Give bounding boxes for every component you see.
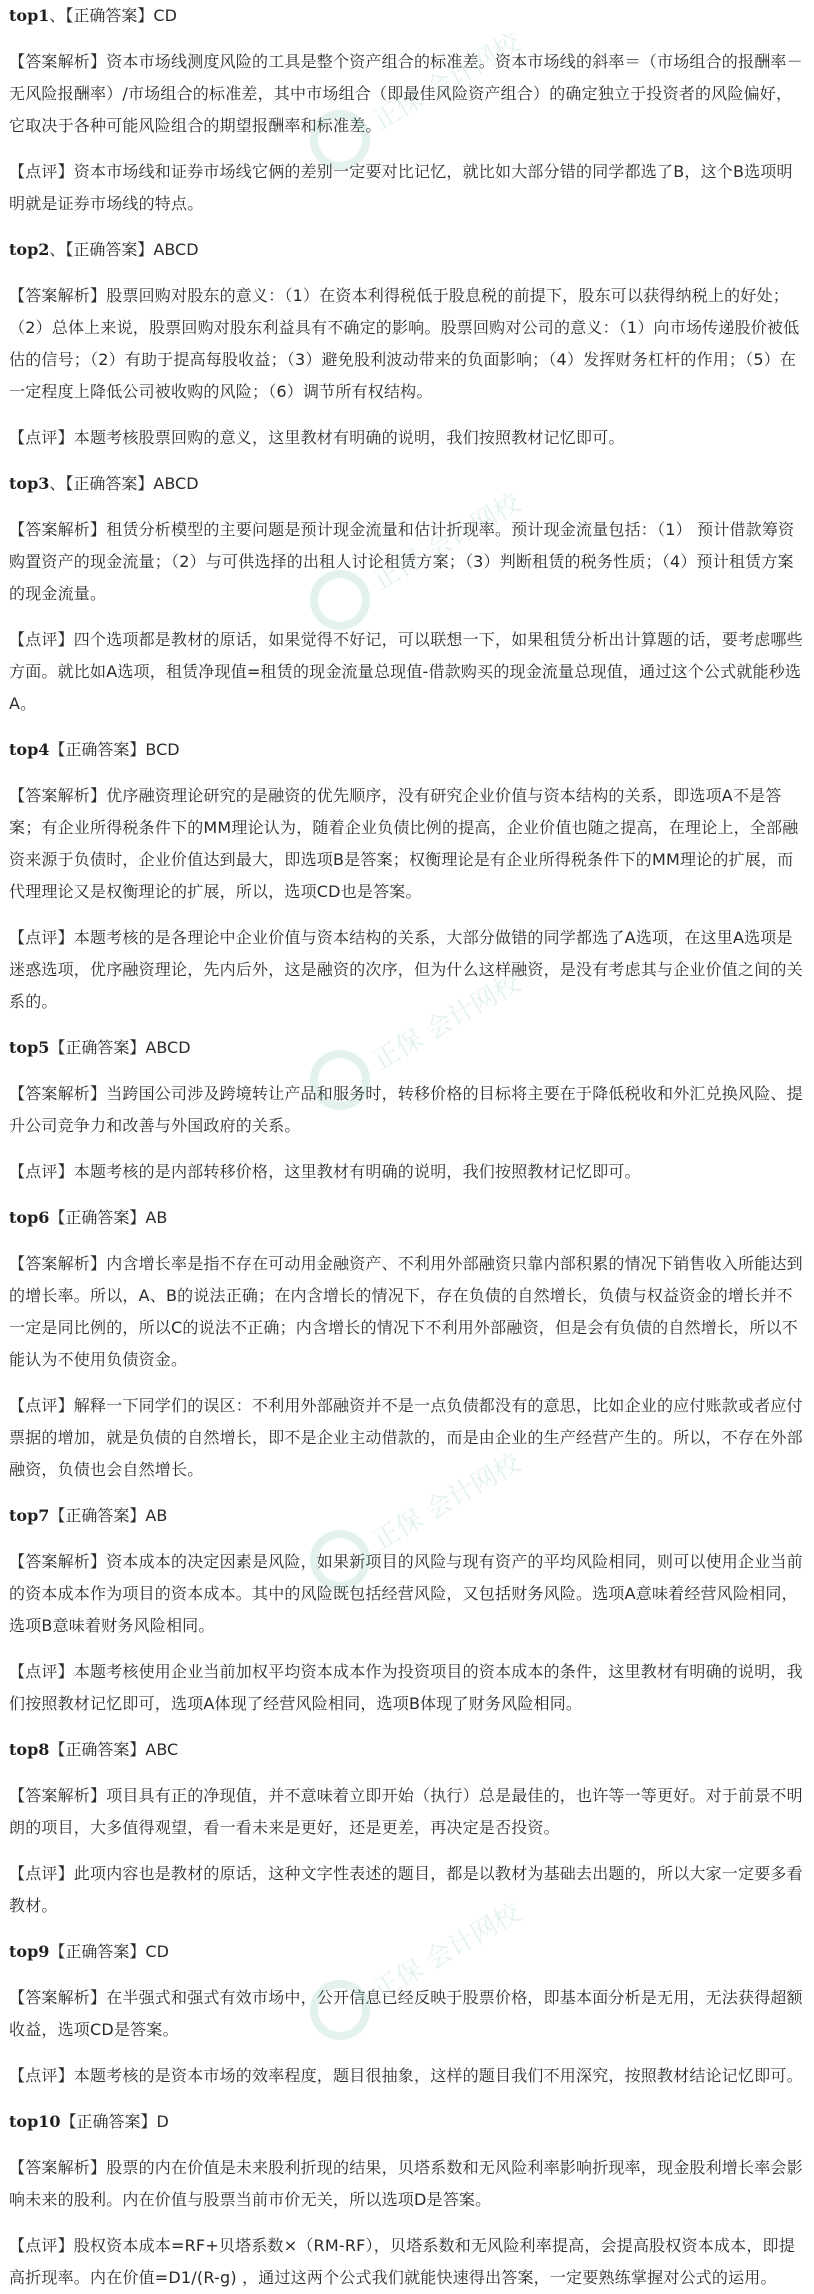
comment: 【点评】此项内容也是教材的原话，这种文字性表述的题目，都是以教材为基础去出题的，所以大家一定要多看教材。 [9, 1864, 803, 1915]
question-block-top5 [9, 1032, 805, 1202]
answer-analysis: 【答案解析】内含增长率是指不存在可动用金融资产、不利用外部融资只靠内部积累的情况下销售收入所能达到的增长率。所以，A、B的说法正确；在内含增长的情况下，存在负债的自然增长，负债与权益资金的增长并不一定是同比例的，所以C的说法不正确；内含增长的情况下不利用外部融资，但是会有负债的自然增长，所以不能认为不使用负债资金。 [9, 1254, 803, 1369]
comment: 【点评】股权资本成本=RF+贝塔系数×（RM-RF），贝塔系数和无风险利率提高，会提高股权资本成本，即提高折现率。内在价值=D1/(R-g) ，通过这两个公式我们就能快速得出答案，一定要熟练掌握对公式的运用。 [9, 2236, 795, 2287]
separator: 、 [49, 474, 66, 493]
comment: 【点评】本题考核的是资本市场的效率程度，题目很抽象，这样的题目我们不用深究，按照教材结论记忆即可。 [9, 2066, 803, 2085]
correct-answer: 【正确答案】ABCD [65, 474, 199, 493]
comment: 【点评】本题考核股票回购的意义，这里教材有明确的说明，我们按照教材记忆即可。 [9, 428, 625, 447]
question-block-top4 [9, 734, 805, 1032]
question-number: top8 [9, 1740, 50, 1759]
answer-analysis: 【答案解析】租赁分析模型的主要问题是预计现金流量和估计折现率。预计现金流量包括：（1） 预计借款筹资购置资产的现金流量；（2）与可供选择的出租人讨论租赁方案；（3）判断租赁的税务性质；（4）预计租赁方案的现金流量。 [9, 520, 795, 603]
question-heading [9, 468, 805, 500]
question-heading [9, 1734, 805, 1766]
question-number: top1 [9, 6, 50, 25]
answer-analysis: 【答案解析】在半强式和强式有效市场中，公开信息已经反映于股票价格，即基本面分析是无用，无法获得超额收益，选项CD是答案。 [9, 1988, 803, 2039]
question-block-top8 [9, 1734, 805, 1936]
comment: 【点评】解释一下同学们的误区：不利用外部融资并不是一点负债都没有的意思，比如企业的应付账款或者应付票据的增加，就是负债的自然增长，即不是企业主动借款的，而是由企业的生产经营产生的。所以，不存在外部融资，负债也会自然增长。 [9, 1396, 803, 1479]
answer-analysis: 【答案解析】股票的内在价值是未来股利折现的结果，贝塔系数和无风险利率影响折现率，现金股利增长率会影响未来的股利。内在价值与股票当前市价无关，所以选项D是答案。 [9, 2158, 803, 2209]
question-block-top3 [9, 468, 805, 734]
question-block-top9 [9, 1936, 805, 2106]
comment: 【点评】本题考核的是内部转移价格，这里教材有明确的说明，我们按照教材记忆即可。 [9, 1162, 641, 1181]
svg-text:正保 会计网校: 正保 会计网校 [368, 967, 526, 1077]
answer-analysis: 【答案解析】当跨国公司涉及跨境转让产品和服务时，转移价格的目标将主要在于降低税收和外汇兑换风险、提升公司竞争力和改善与外国政府的关系。 [9, 1084, 803, 1135]
question-number: top4 [9, 740, 50, 759]
answer-analysis: 【答案解析】资本成本的决定因素是风险，如果新项目的风险与现有资产的平均风险相同，则可以使用企业当前的资本成本作为项目的资本成本。其中的风险既包括经营风险，又包括财务风险。选项A意味着经营风险相同，选项B意味着财务风险相同。 [9, 1552, 803, 1635]
svg-text:正保 会计网校: 正保 会计网校 [368, 487, 526, 597]
correct-answer: 【正确答案】AB [49, 1506, 168, 1525]
correct-answer: 【正确答案】ABC [49, 1740, 179, 1759]
question-heading [9, 2106, 805, 2138]
question-block-top10 [9, 2106, 805, 2294]
correct-answer: 【正确答案】CD [65, 6, 177, 25]
question-number: top3 [9, 474, 50, 493]
correct-answer: 【正确答案】CD [49, 1942, 169, 1961]
question-heading [9, 1500, 805, 1532]
answer-analysis: 【答案解析】资本市场线测度风险的工具是整个资产组合的标准差。资本市场线的斜率＝（市场组合的报酬率－无风险报酬率）/市场组合的标准差，其中市场组合（即最佳风险资产组合）的确定独立于投资者的风险偏好，它取决于各种可能风险组合的期望报酬率和标准差。 [9, 52, 803, 135]
comment: 【点评】本题考核使用企业当前加权平均资本成本作为投资项目的资本成本的条件，这里教材有明确的说明，我们按照教材记忆即可，选项A体现了经营风险相同，选项B体现了财务风险相同。 [9, 1662, 803, 1713]
correct-answer: 【正确答案】ABCD [49, 1038, 191, 1057]
answer-analysis: 【答案解析】优序融资理论研究的是融资的优先顺序，没有研究企业价值与资本结构的关系，即选项A不是答案；有企业所得税条件下的MM理论认为，随着企业负债比例的提高，企业价值也随之提高，在理论上，全部融资来源于负债时，企业价值达到最大，即选项B是答案；权衡理论是有企业所得税条件下的MM理论的扩展，而代理理论又是权衡理论的扩展，所以，选项CD也是答案。 [9, 786, 799, 901]
question-number: top5 [9, 1038, 50, 1057]
correct-answer: 【正确答案】ABCD [65, 240, 199, 259]
answer-analysis: 【答案解析】项目具有正的净现值，并不意味着立即开始（执行）总是最佳的，也许等一等更好。对于前景不明朗的项目，大多值得观望，看一看未来是更好，还是更差，再决定是否投资。 [9, 1786, 803, 1837]
svg-text:正保 会计网校: 正保 会计网校 [368, 1447, 526, 1557]
question-block-top1 [9, 0, 805, 234]
question-heading [9, 734, 805, 766]
comment: 【点评】资本市场线和证券市场线它俩的差别一定要对比记忆，就比如大部分错的同学都选了B，这个B选项明明就是证券市场线的特点。 [9, 162, 793, 213]
correct-answer: 【正确答案】BCD [49, 740, 180, 759]
answer-analysis: 【答案解析】股票回购对股东的意义：（1）在资本利得税低于股息税的前提下，股东可以获得纳税上的好处；（2）总体上来说，股票回购对股东利益具有不确定的影响。股票回购对公司的意义：（1）向市场传递股价被低估的信号；（2）有助于提高每股收益；（3）避免股利波动带来的负面影响；（4）发挥财务杠杆的作用；（5）在一定程度上降低公司被收购的风险；（6）调节所有权结构。 [9, 286, 800, 401]
question-heading [9, 1202, 805, 1234]
question-number: top6 [9, 1208, 50, 1227]
question-block-top7 [9, 1500, 805, 1734]
question-heading [9, 1032, 805, 1064]
separator: 、 [49, 240, 66, 259]
svg-text:正保 会计网校: 正保 会计网校 [368, 1897, 526, 2007]
question-block-top2 [9, 234, 805, 468]
separator: 、 [49, 6, 66, 25]
question-heading [9, 234, 805, 266]
correct-answer: 【正确答案】D [60, 2112, 169, 2131]
comment: 【点评】四个选项都是教材的原话，如果觉得不好记，可以联想一下，如果租赁分析出计算题的话，要考虑哪些方面。就比如A选项，租赁净现值=租赁的现金流量总现值-借款购买的现金流量总现值，通过这个公式就能秒选A。 [9, 630, 803, 713]
svg-text:正保 会计网校: 正保 会计网校 [368, 27, 526, 137]
question-number: top10 [9, 2112, 61, 2131]
comment: 【点评】本题考核的是各理论中企业价值与资本结构的关系，大部分做错的同学都选了A选项，在这里A选项是迷惑选项，优序融资理论，先内后外，这是融资的次序，但为什么这样融资，是没有考虑其与企业价值之间的关系的。 [9, 928, 803, 1011]
question-number: top9 [9, 1942, 50, 1961]
question-heading [9, 1936, 805, 1968]
question-number: top2 [9, 240, 50, 259]
question-heading [9, 0, 805, 32]
question-number: top7 [9, 1506, 50, 1525]
question-block-top6 [9, 1202, 805, 1500]
correct-answer: 【正确答案】AB [49, 1208, 168, 1227]
